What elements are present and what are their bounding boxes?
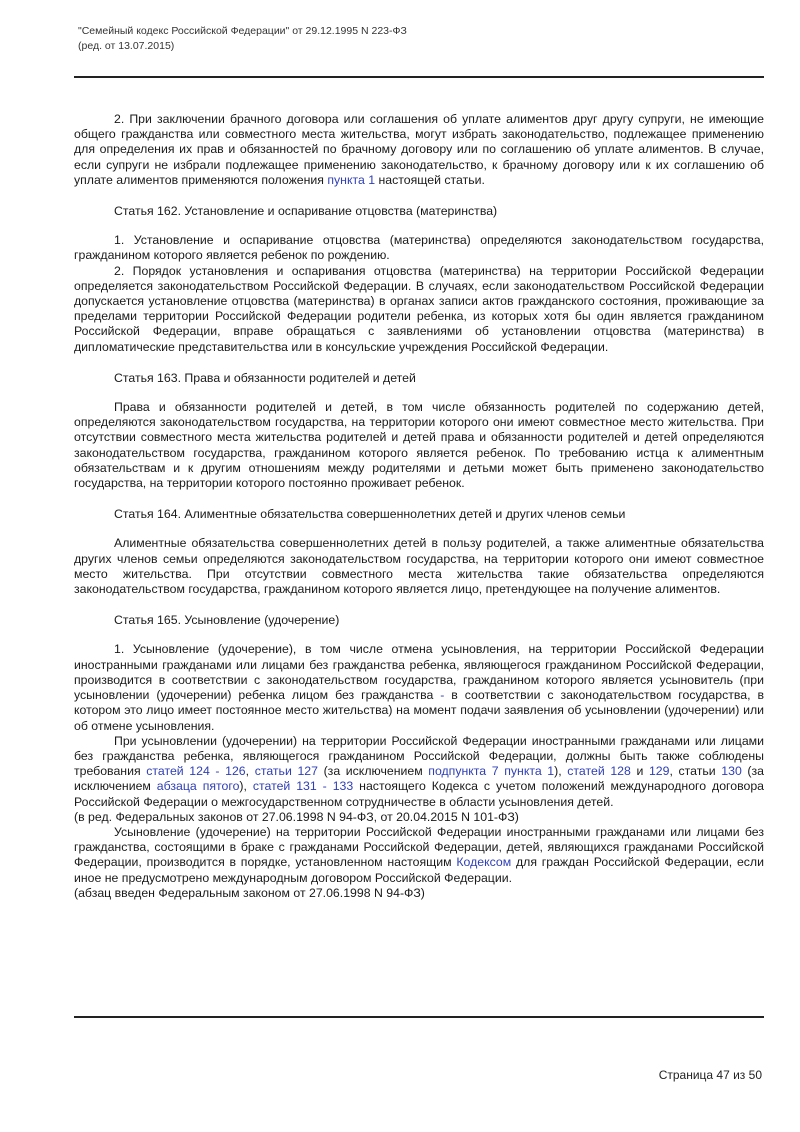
link-punkt-1[interactable]: пункта 1 bbox=[327, 172, 376, 187]
footer-divider bbox=[74, 1016, 764, 1018]
link-codex[interactable]: Кодексом bbox=[456, 855, 512, 870]
header-divider bbox=[74, 76, 764, 78]
link-article-127[interactable]: статьи 127 bbox=[254, 764, 318, 779]
link-articles-131-133[interactable]: статей 131 - 133 bbox=[252, 779, 354, 794]
link-article-129[interactable]: 129 bbox=[648, 764, 670, 779]
document-edition: (ред. от 13.07.2015) bbox=[78, 40, 175, 52]
paragraph: Права и обязанности родителей и детей, в том числе обязанность родителей по содержанию детей, определяются законодательством государства, на территории которого они имеют совместное место жительства. При отсутствии совместного места жительства родителей и детей права и обязанности родителей и детей определяются законодательством государства, гражданином которого является ребенок. По требованию истца к алиментным обязательствам и к другим отношениям между родителями и детьми может быть применено законодательство государства, на территории которого постоянно проживает ребенок. bbox=[74, 400, 764, 491]
link-article-130[interactable]: 130 bbox=[721, 764, 742, 779]
document-body bbox=[74, 112, 764, 901]
page-number: Страница 47 из 50 bbox=[658, 1068, 762, 1082]
link-subpoint-7-point-1[interactable]: подпункта 7 пункта 1 bbox=[428, 764, 555, 779]
link-article-128[interactable]: статей 128 bbox=[567, 764, 631, 779]
article-165-title: Статья 165. Усыновление (удочерение) bbox=[114, 613, 340, 628]
article-164-title: Статья 164. Алиментные обязательства совершеннолетних детей и других членов семьи bbox=[114, 507, 626, 522]
dash-mark: - bbox=[440, 688, 445, 703]
edition-note: (в ред. Федеральных законов от 27.06.1998 N 94-ФЗ, от 20.04.2015 N 101-ФЗ) bbox=[74, 809, 519, 824]
paragraph: 2. При заключении брачного договора или соглашения об уплате алиментов друг другу супруги, не имеющие общего гражданства или совместного места жительства, могут избрать законодательство, подлежащее применению для определения их прав и обязанностей по брачному договору или по соглашению об уплате алиментов. В случае, если супруги не избрали подлежащее применению законодательство, к брачному договору или к их соглашению об уплате алиментов применяются положения пункта 1 настоящей статьи. bbox=[74, 112, 764, 187]
document-title: "Семейный кодекс Российской Федерации" от 29.12.1995 N 223-ФЗ bbox=[78, 25, 407, 37]
article-162-title: Статья 162. Установление и оспаривание отцовства (материнства) bbox=[114, 204, 498, 219]
edition-note: (абзац введен Федеральным законом от 27.06.1998 N 94-ФЗ) bbox=[74, 885, 425, 900]
link-paragraph-five[interactable]: абзаца пятого bbox=[156, 779, 240, 794]
paragraph: При усыновлении (удочерении) на территории Российской Федерации иностранными гражданами или лицами без гражданства ребенка, являющегося гражданином Российской Федерации, должны быть также соблюдены требования статей 124 - 126, статьи 127 (за исключением подпункта 7 пункта 1), статей 128 и 129, статьи 130 (за исключением абзаца пятого), статей 131 - 133 настоящего Кодекса с учетом положений международного договора Российской Федерации о межгосударственном сотрудничестве в области усыновления детей. bbox=[74, 733, 765, 809]
paragraph: Алиментные обязательства совершеннолетних детей в пользу родителей, а также алиментные обязательства других членов семьи определяются законодательством государства, на территории которого они имеют совместное место жительства. При отсутствии совместного места жительства такие обязательства определяются законодательством государства, гражданином которого является лицо, претендующее на получение алиментов. bbox=[74, 536, 764, 597]
paragraph: Усыновление (удочерение) на территории Российской Федерации иностранными гражданами или лицами без гражданства, состоящими в браке с гражданами Российской Федерации, детей, являющихся гражданами Российской Федерации, производится в порядке, установленном настоящим Кодексом для граждан Российской Федерации, если иное не предусмотрено международным договором Российской Федерации. bbox=[74, 824, 764, 885]
link-articles-124-126[interactable]: статей 124 - 126 bbox=[146, 764, 246, 779]
paragraph: 1. Установление и оспаривание отцовства (материнства) определяются законодательством государства, гражданином которого является ребенок по рождению. bbox=[74, 233, 764, 263]
document-header bbox=[78, 24, 407, 54]
paragraph: 2. Порядок установления и оспаривания отцовства (материнства) на территории Российской Федерации определяется законодательством Российской Федерации. В случаях, если законодательством Российской Федерации допускается установление отцовства (материнства) в органах записи актов гражданского состояния, проживающие за пределами территории Российской Федерации родители ребенка, из которых хотя бы один является гражданином Российской Федерации, вправе обращаться с заявлениями об установлении отцовства (материнства) в дипломатические представительства или в консульские учреждения Российской Федерации. bbox=[74, 263, 764, 354]
article-163-title: Статья 163. Права и обязанности родителей и детей bbox=[114, 370, 416, 385]
paragraph: 1. Усыновление (удочерение), в том числе отмена усыновления, на территории Российской Федерации иностранными гражданами или лицами без гражданства ребенка, являющегося гражданином Российской Федерации, производится в соответствии с законодательством государства, гражданином которого является усыновитель (при усыновлении (удочерении) ребенка лицом без гражданства - в соответствии с законодательством государства, в котором это лицо имеет постоянное место жительства) на момент подачи заявления об усыновлении (удочерении) или об отмене усыновления. bbox=[74, 642, 764, 733]
